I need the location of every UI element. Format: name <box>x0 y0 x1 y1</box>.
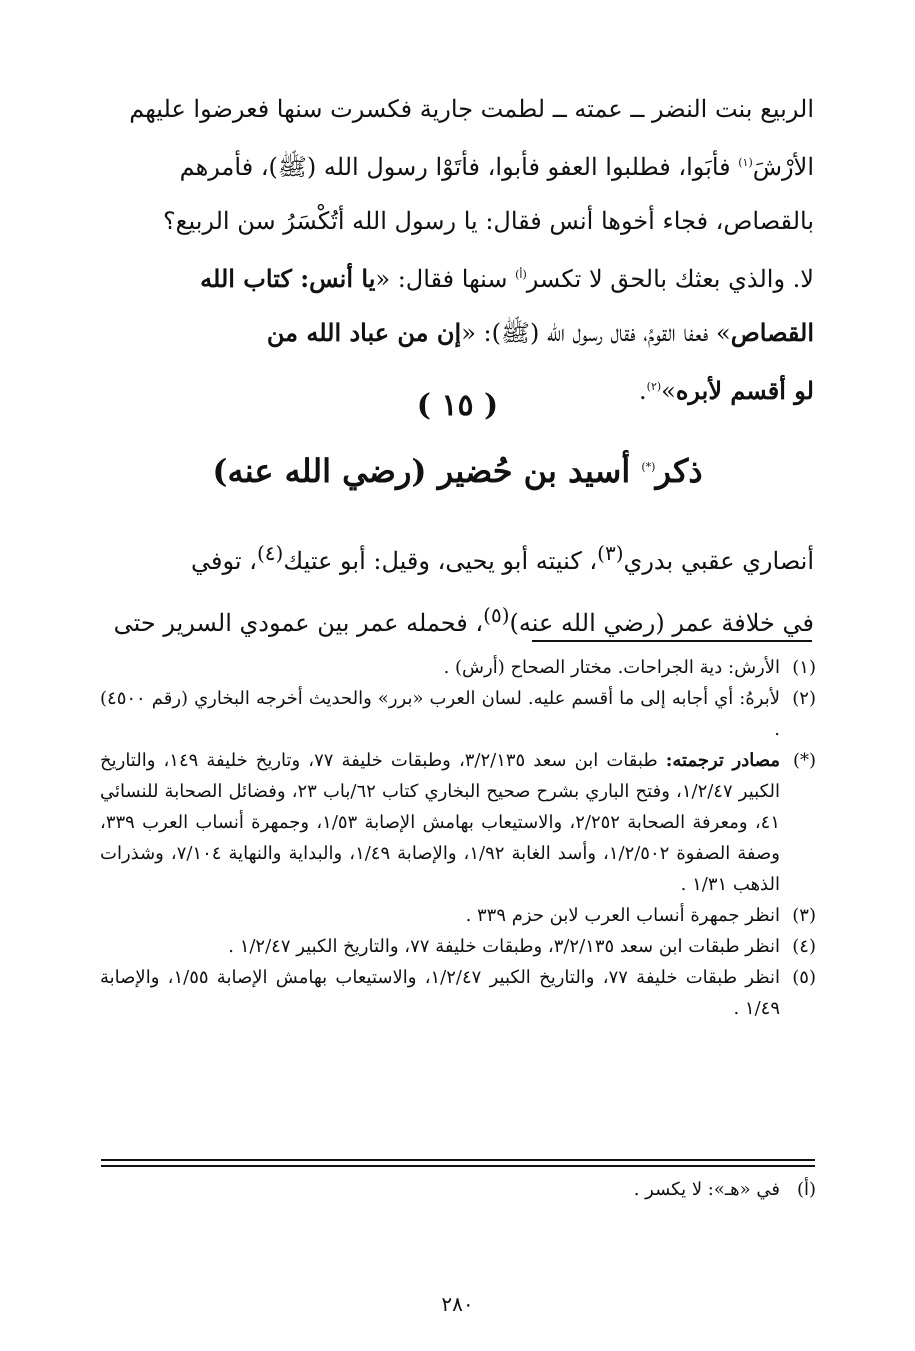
footnote-ref: (١) <box>738 156 753 169</box>
variant-separator <box>101 1159 815 1167</box>
footnote-ref: (٣) <box>597 541 624 565</box>
text-segment: » <box>661 377 676 405</box>
footnote <box>100 652 816 683</box>
title-segment: أسيد بن حُضير (رضي الله عنه) <box>212 452 642 490</box>
footnote <box>100 683 816 745</box>
text-line <box>94 306 814 360</box>
text-line <box>94 194 814 248</box>
text-segment: في خلافة عمر (رضي الله عنه) <box>509 609 814 637</box>
hadith-quote: إن من عباد الله من <box>266 318 462 347</box>
footnote-ref: (٤) <box>256 541 284 565</box>
hadith-quote: يا أنس: كتاب الله <box>200 264 376 293</box>
text-line <box>94 82 814 136</box>
section-number: ( ١٥ ) <box>416 388 499 423</box>
text-segment: ، فحمله عمر بين عمودي السرير حتى <box>113 609 484 637</box>
footnote <box>100 745 816 900</box>
variant-note <box>100 1174 816 1205</box>
footnote-ref: (*) <box>641 460 656 474</box>
footnote-text: انظر طبقات ابن سعد ٣/٢/١٣٥، وطبقات خليفة ٧٧، والتاريخ الكبير ١/٢/٤٧ . <box>228 936 780 957</box>
footnote-label: مصادر ترجمته: <box>665 750 780 771</box>
text-segment: ، كنيته أبو يحيى، وقيل: أبو عتيك <box>283 547 598 575</box>
footnote-number: (١) <box>792 657 816 678</box>
footnote-text: انظر جمهرة أنساب العرب لابن حزم ٣٣٩ . <box>465 905 780 926</box>
text-line-content: بالقصاص، فجاء أخوها أنس فقال: يا رسول الله أتُكْسَرُ سن الربيع؟ <box>162 207 814 235</box>
text-line-content: الربيع بنت النضر ــ عمته ــ لطمت جارية فكسرت سنها فعرضوا عليهم <box>129 95 814 123</box>
footnote-ref: (٥) <box>483 603 510 627</box>
footnote-text <box>100 745 780 900</box>
footnote <box>100 900 816 931</box>
text-line <box>94 248 814 306</box>
hadith-quote: لو أقسم لأبره <box>675 376 814 405</box>
text-segment: ، توفي <box>191 547 257 575</box>
text-segment: الأرْشَ <box>752 153 814 181</box>
text-segment: لا. والذي بعثك بالحق لا تكسر <box>526 265 814 293</box>
text-segment: أنصاري عقبي بدري <box>623 547 814 575</box>
footnote <box>100 931 816 962</box>
footnote-text: لأبرهُ: أي أجابه إلى ما أقسم عليه. لسان العرب «برر» والحديث أخرجه البخاري (رقم ٤٥٠٠) . <box>100 688 780 740</box>
footnote-ref: (أ) <box>515 268 527 281</box>
footnote-number: (٤) <box>792 936 816 957</box>
variant-number: (أ) <box>796 1179 816 1200</box>
footnote-ref: (٢) <box>646 380 662 393</box>
footnote-text: الأرش: دية الجراحات. مختار الصحاح (أرش) . <box>443 657 780 678</box>
hadith-quote: القصاص <box>730 318 814 347</box>
footnote-number: (٢) <box>792 688 816 709</box>
footnotes <box>100 652 816 1024</box>
footnote-text: انظر طبقات خليفة ٧٧، والتاريخ الكبير ١/٢/٤٧، والاستيعاب بهامش الإصابة ١/٥٥، والإصابة ١/٤٩ . <box>100 967 780 1019</box>
footnote-separator <box>532 640 812 642</box>
text-segment: سنها فقال: « <box>375 265 516 293</box>
footnote-number: (٥) <box>792 967 816 988</box>
variant-notes <box>100 1174 816 1205</box>
page-number: ٢٨٠ <box>441 1292 474 1316</box>
text-line <box>94 136 814 194</box>
text-segment: » فعفا القومُ، فقال رسول الله (ﷺ): « <box>461 319 731 347</box>
section-title <box>0 452 915 490</box>
footnote-number: (٣) <box>792 905 816 926</box>
text-segment: فأبَوا، فطلبوا العفو فأبوا، فأتَوْا رسول الله (ﷺ)، فأمرهم <box>179 153 739 181</box>
text-segment: . <box>639 377 647 405</box>
biography-text <box>94 526 814 650</box>
title-segment: ذكر <box>655 452 703 490</box>
variant-text: في «هـ»: لا يكسر . <box>633 1179 780 1200</box>
footnote-body: طبقات ابن سعد ٣/٢/١٣٥، وطبقات خليفة ٧٧، وتاريخ خليفة ١٤٩، والتاريخ الكبير ١/٢/٤٧، وفتح الباري بشرح صحيح البخاري كتاب ٦٢/باب ٢٣، وفضائل الصحابة للنسائي ٤١، ومعرفة الصحابة ٢/٢٥٢، والاستيعاب بهامش الإصابة ١/٥٣، وجمهرة أنساب العرب ٣٣٩، وصفة الصفوة ١/٢/٥٠٢، وأسد الغابة ١/٩٢، والإصابة ١/٤٩، والبداية والنهاية ٧/١٠٤، وشذرات الذهب ١/٣١ . <box>100 750 781 895</box>
footnote <box>100 962 816 1024</box>
main-text <box>94 82 814 418</box>
text-line <box>94 526 814 588</box>
footnote-number: (*) <box>792 750 816 771</box>
